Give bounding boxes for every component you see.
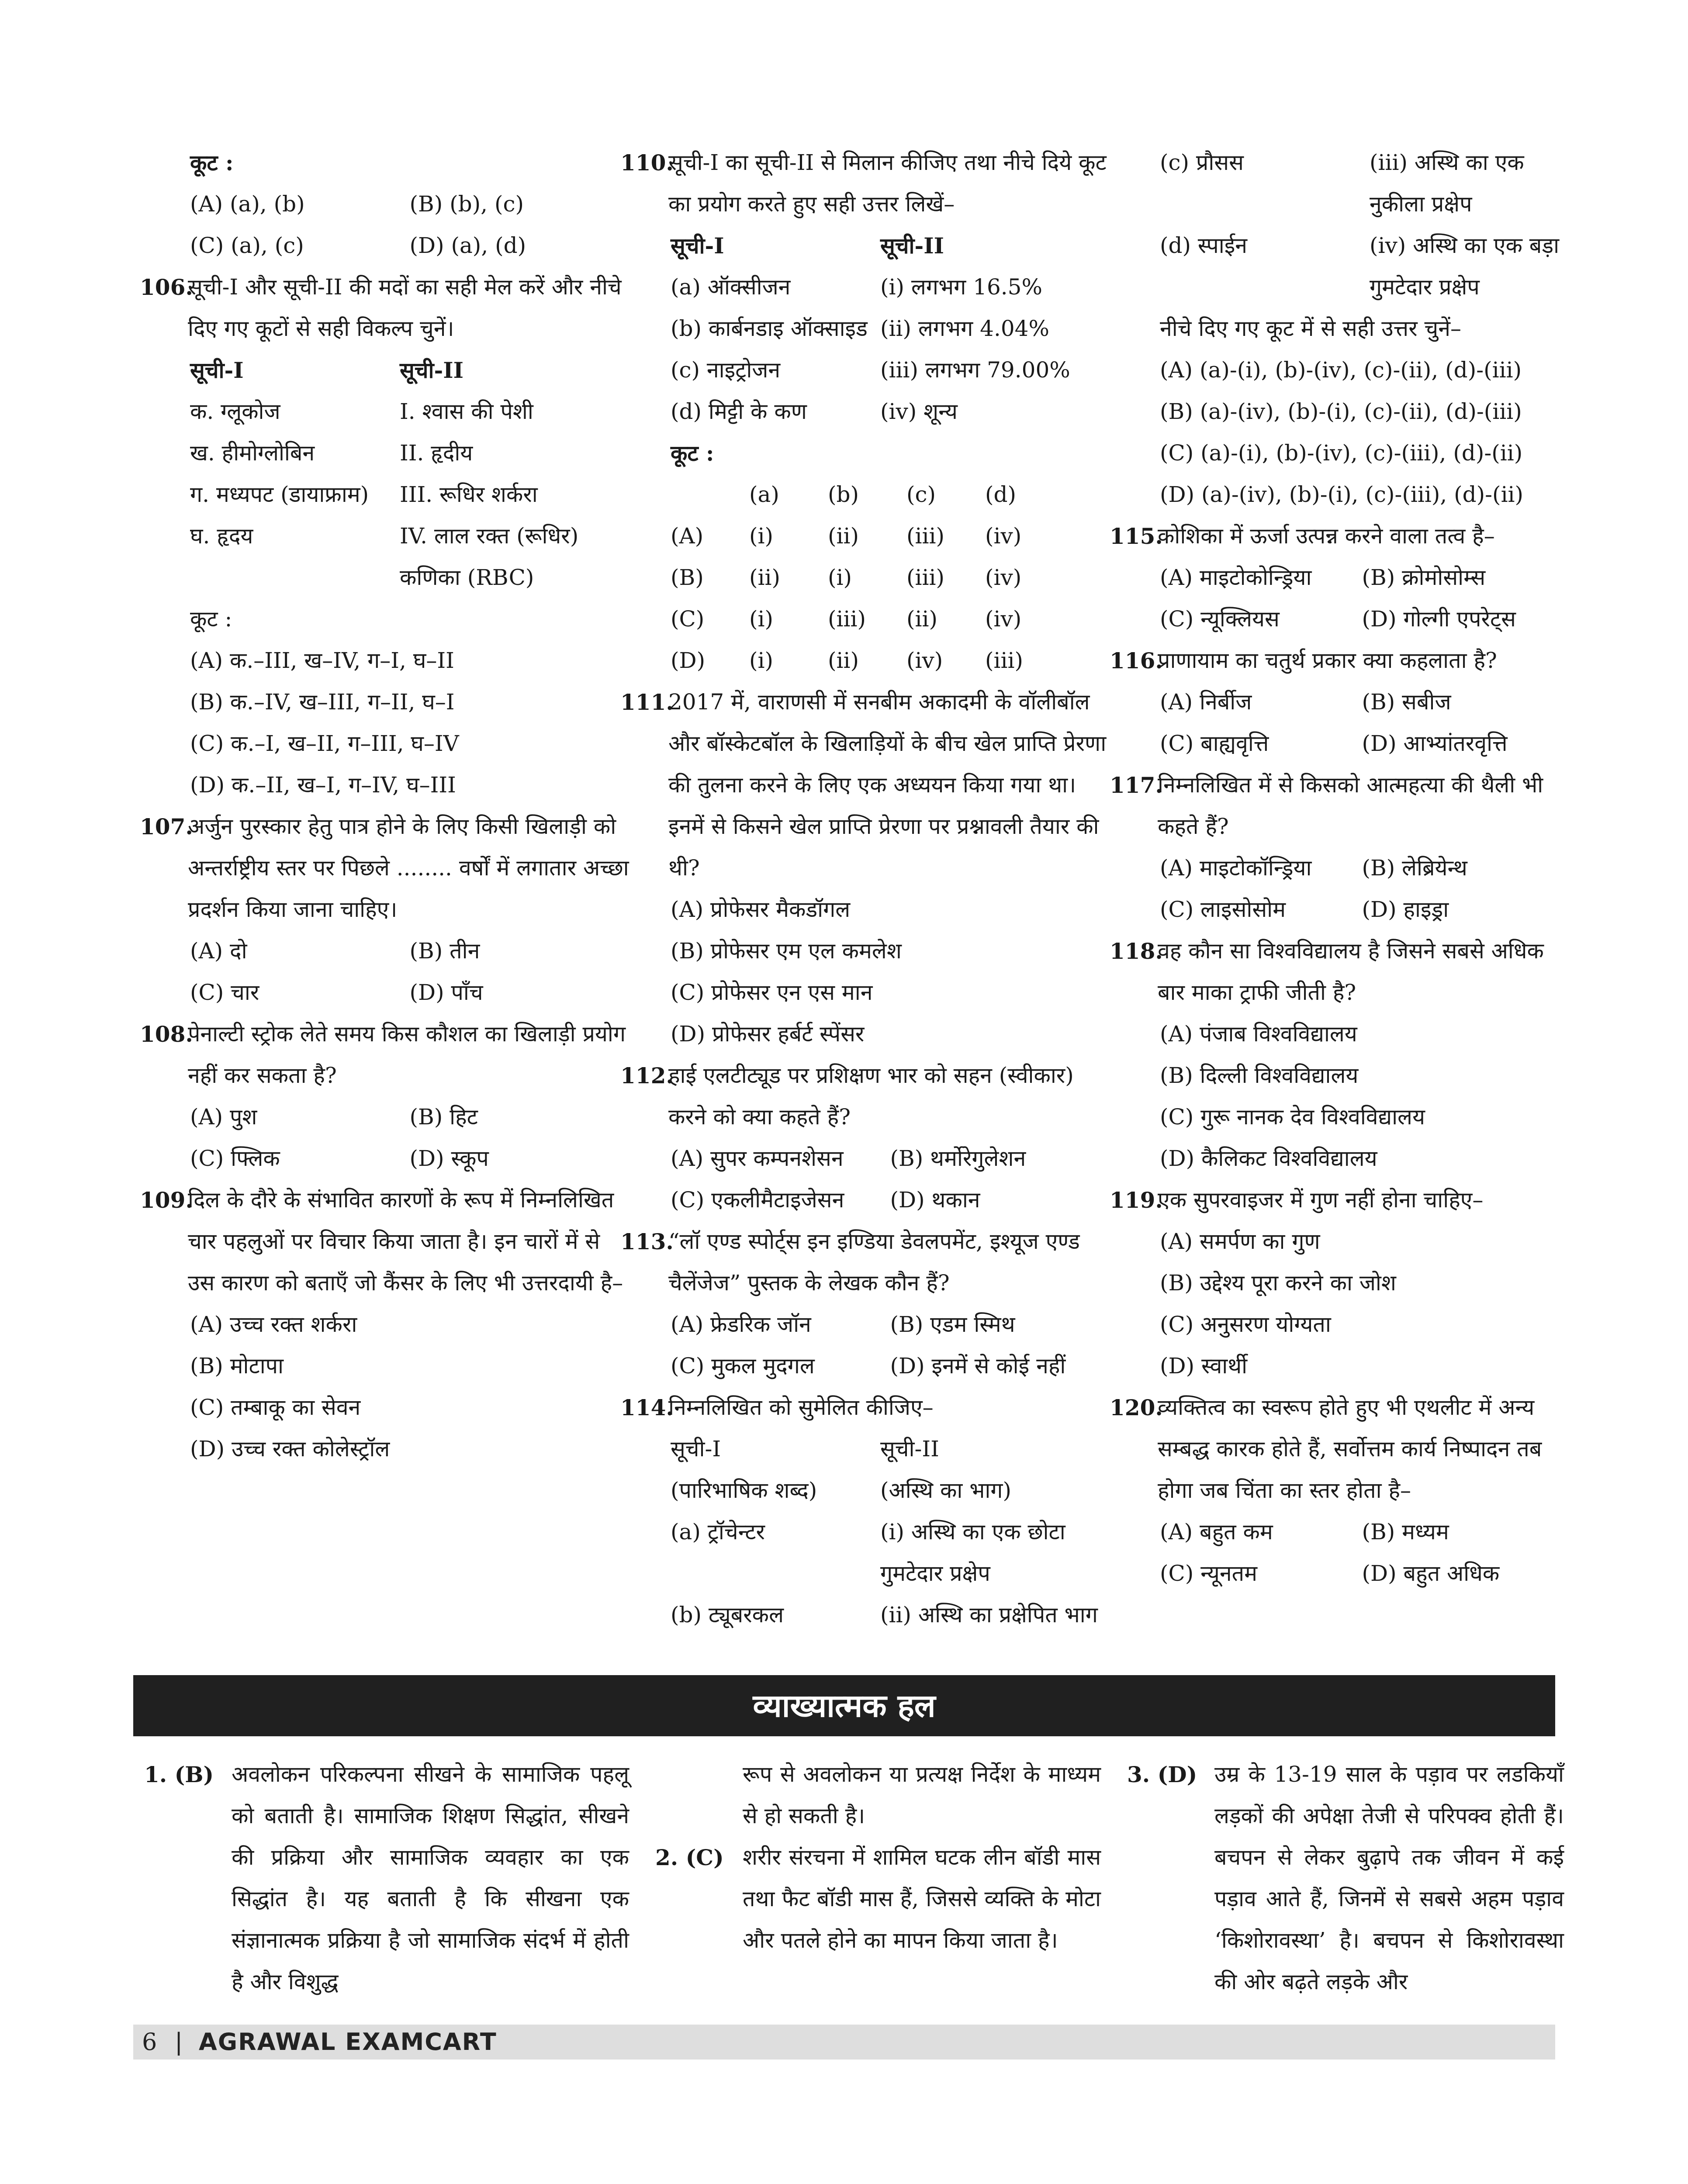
solution-index: 1. [144,1762,167,1787]
option-row [1110,681,1564,723]
match-row [140,391,629,432]
question-text: निम्नलिखित को सुमेलित कीजिए– [668,1395,934,1420]
option-row [1110,889,1564,930]
option: (B) दिल्ली विश्वविद्यालय [1160,1063,1359,1088]
option: (D) कैलिकट विश्वविद्यालय [1160,1146,1377,1171]
option: (D) (a), (d) [409,233,526,258]
question-number: 116. [1110,648,1163,674]
question-number: 109. [140,1187,193,1213]
solution-column-3 [1127,1754,1564,2003]
question-number: 106. [140,274,193,300]
koot-cell: (iv) [985,565,1022,590]
question-115 [1110,515,1564,557]
column-2 [620,142,1110,1636]
match-right: (iii) लगभग 79.00% [880,357,1070,383]
option: (B) सबीज [1362,689,1451,715]
question-number: 115. [1110,523,1163,549]
question-text: पेनाल्टी स्ट्रोक लेते समय किस कौशल का खिलाड़ी प्रयोग नहीं कर सकता है? [188,1021,626,1088]
koot-cell: (D) [671,648,706,673]
solution-column-1 [144,1754,629,2003]
koot-label: कूट : [671,440,714,466]
koot-cell: (c) [906,482,936,507]
option-row [620,1345,1110,1387]
option: (C) (a), (c) [190,233,304,258]
option: (A) सुपर कम्पनशेसन [671,1146,844,1171]
solution-number [655,1837,724,1878]
match-left: (d) स्पाईन [1160,233,1248,258]
match-right: (i) अस्थि का एक छोटा गुमटेदार प्रक्षेप [880,1519,1065,1586]
match-row [620,349,1110,391]
option-row [140,1096,629,1138]
list-1-subheader: (पारिभाषिक शब्द) [671,1478,817,1503]
list-2-header: सूची-II [400,357,464,383]
match-left: घ. हृदय [190,523,253,549]
match-header [620,1428,1110,1470]
option: (D) स्वार्थी [1160,1353,1248,1379]
instruction-text: नीचे दिए गए कूट में से सही उत्तर चुनें– [1160,316,1462,341]
koot-cell: (ii) [828,523,859,549]
koot-cell: (ii) [749,565,780,590]
solution-number [144,1754,214,1795]
question-number: 108. [140,1021,193,1047]
option: (C) चार [190,980,259,1005]
koot-cell [671,474,749,515]
koot-cell: (a) [749,482,779,507]
option: (A) पंजाब विश्वविद्यालय [1160,1021,1357,1047]
option: (D) उच्च रक्त कोलेस्ट्रॉल [190,1436,390,1462]
column-1 [140,142,629,1470]
option: (B) मोटापा [190,1353,284,1379]
koot-row [620,557,1110,598]
option: (A) माइटोकॉन्ड्रिया [1160,855,1312,881]
match-left: ग. मध्यपट (डायाफ्राम) [190,482,369,507]
brand-logo: AGRAWAL EXAMCART [199,2028,497,2056]
koot-label: कूट : [190,150,234,176]
option: (D) स्कूप [409,1146,489,1171]
option: (D) गोल्गी एपरेट्स [1362,606,1516,632]
match-left: (a) ट्रॉचेन्टर [671,1519,765,1545]
match-left: (a) ऑक्सीजन [671,274,791,300]
match-row [620,1511,1110,1594]
option: (B) थर्मोरेगुलेशन [890,1146,1026,1171]
question-text: सूची-I और सूची-II की मदों का सही मेल करें और नीचे दिए गए कूटों से सही विकल्प चुनें। [188,274,622,341]
option: (B) लेब्रियेन्थ [1362,855,1467,881]
option-row [620,1304,1110,1345]
option: (B) मध्यम [1362,1519,1449,1545]
option: (A) समर्पण का गुण [1160,1229,1320,1254]
list-2-subheader: (अस्थि का भाग) [880,1478,1011,1503]
option: (B) (a)-(iv), (b)-(i), (c)-(ii), (d)-(iii) [1160,399,1522,424]
question-117 [1110,764,1564,847]
match-left: क. ग्लूकोज [190,399,280,424]
question-text: 2017 में, वाराणसी में सनबीम अकादमी के वॉलीबॉल और बॉस्केटबॉल के खिलाड़ियों के बीच खेल प्राप्ति प्रेरणा की तुलना करने के लिए एक अध्ययन किया गया था। इनमें से किसने खेल प्राप्ति प्रेरणा पर प्रश्नावली तैयार की थी? [668,689,1107,881]
question-number: 114. [620,1395,674,1420]
solutions-banner: व्याख्यात्मक हल [133,1675,1555,1736]
match-left: (b) कार्बनडाइ ऑक्साइड [671,316,868,341]
question-text: सूची-I का सूची-II से मिलान कीजिए तथा नीचे दिये कूट का प्रयोग करते हुए सही उत्तर लिखें– [668,150,1107,217]
koot-cell: (iv) [985,523,1022,549]
question-number: 117. [1110,772,1163,798]
question-number: 107. [140,814,193,840]
option-row [620,1179,1110,1221]
option: (D) क.–II, ख–I, ग–IV, घ–III [190,772,456,798]
option: (B) हिट [409,1104,478,1130]
match-row [140,432,629,474]
option: (D) प्रोफेसर हर्बर्ट स्पेंसर [671,1021,865,1047]
solution-1-continued [655,1754,1101,1837]
match-row [620,308,1110,349]
option: (C) न्यूनतम [1160,1561,1258,1586]
question-116 [1110,640,1564,681]
question-number: 120. [1110,1395,1163,1420]
solution-text: शरीर संरचना में शामिल घटक लीन बॉडी मास तथा फैट बॉडी मास हैं, जिससे व्यक्ति के मोटा और पतले होने का मापन किया जाता है। [743,1845,1101,1953]
option: (A) माइटोकोन्ड्रिया [1160,565,1312,590]
koot-cell: (ii) [906,606,937,632]
option: (A) फ्रेडरिक जॉन [671,1312,811,1337]
match-header [620,225,1110,266]
option: (C) (a)-(i), (b)-(iv), (c)-(iii), (d)-(ii) [1160,440,1523,466]
list-2-header: सूची-II [880,1436,939,1462]
solution-number [1127,1754,1197,1795]
option: (B) तीन [409,938,480,964]
question-number: 113. [620,1229,674,1254]
option-row [140,225,629,266]
option: (B) एडम स्मिथ [890,1312,1015,1337]
koot-cell: (iv) [985,606,1022,632]
option: (C) क.–I, ख–II, ग–III, घ–IV [190,731,459,756]
option-row [1110,847,1564,889]
option: (C) न्यूक्लियस [1160,606,1280,632]
match-row [140,515,629,598]
option: (C) प्रोफेसर एन एस मान [671,980,873,1005]
match-row [620,266,1110,308]
question-text: कोशिका में ऊर्जा उत्पन्न करने वाला तत्व है– [1158,523,1495,549]
question-109 [140,1179,629,1304]
match-left: (b) ट्यूबरकल [671,1602,784,1628]
match-right: IV. लाल रक्त (रूधिर) कणिका (RBC) [400,523,579,590]
option: (A) बहुत कम [1160,1519,1273,1545]
match-right: I. श्वास की पेशी [400,399,533,424]
koot-cell: (i) [749,648,774,673]
solution-answer: (C) [685,1845,724,1870]
option: (B) क्रोमोसोम्स [1362,565,1486,590]
option-row [1110,598,1564,640]
option: (C) गुरू नानक देव विश्वविद्यालय [1160,1104,1425,1130]
match-right: III. रूधिर शर्करा [400,482,538,507]
option: (A) (a)-(i), (b)-(iv), (c)-(ii), (d)-(iii) [1160,357,1522,383]
match-left: (c) नाइट्रोजन [671,357,781,383]
koot-cell: (i) [749,606,774,632]
koot-label: कूट : [190,606,232,632]
solution-index: 2. [655,1845,678,1870]
option: (A) प्रोफेसर मैकडॉगल [671,897,851,922]
question-text: एक सुपरवाइजर में गुण नहीं होना चाहिए– [1158,1187,1484,1213]
match-row [620,1594,1110,1636]
question-119 [1110,1179,1564,1221]
option: (A) क.–III, ख–IV, ग–I, घ–II [190,648,454,673]
option: (B) क.–IV, ख–III, ग–II, घ–I [190,689,455,715]
option: (D) थकान [890,1187,980,1213]
question-114 [620,1387,1110,1428]
option: (D) पाँच [409,980,483,1005]
option: (D) हाइड्रा [1362,897,1449,922]
solution-text: रूप से अवलोकन या प्रत्यक्ष निर्देश के माध्यम से हो सकती है। [743,1762,1101,1828]
question-text: हाई एलटीट्यूड पर प्रशिक्षण भार को सहन (स्वीकार) करने को क्या कहते हैं? [668,1063,1074,1130]
footer-separator: | [175,2028,183,2056]
question-number: 111. [620,689,674,715]
koot-row [620,598,1110,640]
match-right: II. हृदीय [400,440,473,466]
list-1-header: सूची-I [190,357,244,383]
koot-cell: (iv) [906,648,943,673]
option-row [140,1138,629,1179]
option: (C) एकलीमैटाइजेसन [671,1187,844,1213]
option-row [1110,723,1564,764]
option: (D) बहुत अधिक [1362,1561,1500,1586]
question-text: अर्जुन पुरस्कार हेतु पात्र होने के लिए किसी खिलाड़ी को अन्तर्राष्ट्रीय स्तर पर पिछले ........ वर्षों में लगातार अच्छा प्रदर्शन किया जाना चाहिए। [188,814,629,922]
koot-cell: (ii) [828,648,859,673]
column-3 [1110,142,1564,1594]
question-107 [140,806,629,930]
question-113 [620,1221,1110,1304]
question-text: निम्नलिखित में से किसको आत्महत्या की थैली भी कहते हैं? [1158,772,1543,839]
solution-text: अवलोकन परिकल्पना सीखने के सामाजिक पहलू को बताती है। सामाजिक शिक्षण सिद्धांत, सीखने की प्रक्रिया और सामाजिक व्यवहार का एक सिद्धांत है। यह बताती है कि सीखना एक संज्ञानात्मक प्रक्रिया है जो सामाजिक संदर्भ में होती है और विशुद्ध [232,1762,629,1994]
option: (C) फ्लिक [190,1146,280,1171]
page-number: 6 [142,2028,157,2056]
option: (A) दो [190,938,247,964]
question-text: दिल के दौरे के संभावित कारणों के रूप में निम्नलिखित चार पहलुओं पर विचार किया जाता है। इन चारों में से उस कारण को बताएँ जो कैंसर के लिए भी उत्तरदायी है– [188,1187,623,1296]
option-row [620,1138,1110,1179]
koot-cell: (iii) [828,606,866,632]
list-2-header: सूची-II [880,233,944,259]
question-120 [1110,1387,1564,1511]
solution-answer: (D) [1157,1762,1197,1787]
koot-cell: (A) [671,523,704,549]
match-right: (iii) अस्थि का एक नुकीला प्रक्षेप [1370,150,1524,217]
match-right: (iv) शून्य [880,399,958,424]
solution-column-2 [655,1754,1101,1961]
question-111 [620,681,1110,889]
question-text: प्राणायाम का चतुर्थ प्रकार क्या कहलाता है? [1158,648,1497,673]
solution-index: 3. [1127,1762,1150,1787]
match-left: (d) मिट्टी के कण [671,399,807,424]
question-number: 118. [1110,938,1163,964]
koot-cell: (i) [749,523,774,549]
match-left: (c) प्रौसस [1160,150,1244,175]
option-row [1110,557,1564,598]
question-118 [1110,930,1564,1013]
match-row [620,391,1110,432]
match-right: (iv) अस्थि का एक बड़ा गुमटेदार प्रक्षेप [1370,233,1560,300]
option: (D) (a)-(iv), (b)-(i), (c)-(iii), (d)-(ii) [1160,482,1524,507]
solution-text: उम्र के 13-19 साल के पड़ाव पर लडकियाँ लड़कों की अपेक्षा तेजी से परिपक्व होती हैं। बचपन से लेकर बुढ़ापे तक जीवन में कई पड़ाव आते हैं, जिनमें से सबसे अहम पड़ाव ‘किशोरावस्था’ है। बचपन से किशोरावस्था की ओर बढ़ते लड़के और [1214,1762,1564,1994]
match-row [1110,225,1564,308]
option-row [140,972,629,1013]
match-right: (ii) लगभग 4.04% [880,316,1049,341]
list-1-header: सूची-I [671,1436,721,1462]
koot-cell: (b) [828,482,859,507]
question-text: “लॉ एण्ड स्पोर्ट्स इन इण्डिया डेवलपमेंट, इश्यूज एण्ड चैलेंजेज” पुस्तक के लेखक कौन हैं? [668,1229,1080,1296]
option: (A) निर्बीज [1160,689,1252,715]
option: (B) प्रोफेसर एम एल कमलेश [671,938,902,964]
question-number: 112. [620,1063,674,1089]
question-110 [620,142,1110,225]
match-right: (i) लगभग 16.5% [880,274,1042,300]
question-108 [140,1013,629,1096]
option: (A) उच्च रक्त शर्करा [190,1312,357,1337]
match-row [1110,142,1564,225]
question-number: 119. [1110,1187,1163,1213]
koot-cell: (B) [671,565,704,590]
option-row [140,930,629,972]
question-text: वह कौन सा विश्वविद्यालय है जिसने सबसे अधिक बार माका ट्राफी जीती है? [1158,938,1544,1005]
koot-cell: (C) [671,606,705,632]
option-row [1110,1553,1564,1594]
option: (C) लाइसोसोम [1160,897,1286,922]
koot-cell: (iii) [906,523,944,549]
koot-cell: (i) [828,565,852,590]
option: (D) इनमें से कोई नहीं [890,1353,1066,1379]
solution-answer: (B) [174,1762,214,1787]
option-row [140,183,629,225]
option: (A) पुश [190,1104,257,1130]
question-number: 110. [620,150,674,176]
option: (C) बाह्यवृत्ति [1160,731,1269,756]
koot-cell: (iii) [985,648,1023,673]
koot-header-row [620,474,1110,515]
option-row [1110,1511,1564,1553]
solution-2 [655,1837,1101,1961]
option: (B) (b), (c) [409,191,524,217]
solution-3 [1127,1754,1564,2003]
koot-cell: (iii) [906,565,944,590]
match-subheader [620,1470,1110,1511]
option: (C) मुकल मुदगल [671,1353,815,1379]
question-text: व्यक्तित्व का स्वरूप होते हुए भी एथलीट में अन्य सम्बद्ध कारक होते हैं, सर्वोत्तम कार्य निष्पादन तब होगा जब चिंता का स्तर होता है– [1158,1395,1542,1503]
option: (C) अनुसरण योग्यता [1160,1312,1331,1337]
koot-row [620,640,1110,681]
koot-row [620,515,1110,557]
match-right: (ii) अस्थि का प्रक्षेपित भाग [880,1602,1098,1628]
question-112 [620,1055,1110,1138]
match-left: ख. हीमोग्लोबिन [190,440,315,466]
koot-cell: (d) [985,482,1017,507]
match-row [140,474,629,515]
option: (C) तम्बाकू का सेवन [190,1395,361,1420]
solution-1 [144,1754,629,2003]
option: (A) (a), (b) [190,191,305,217]
list-1-header: सूची-I [671,233,724,259]
option: (D) आभ्यांतरवृत्ति [1362,731,1508,756]
question-106 [140,266,629,349]
page-footer [133,2025,1555,2060]
match-header [140,349,629,391]
option: (B) उद्देश्य पूरा करने का जोश [1160,1270,1396,1296]
